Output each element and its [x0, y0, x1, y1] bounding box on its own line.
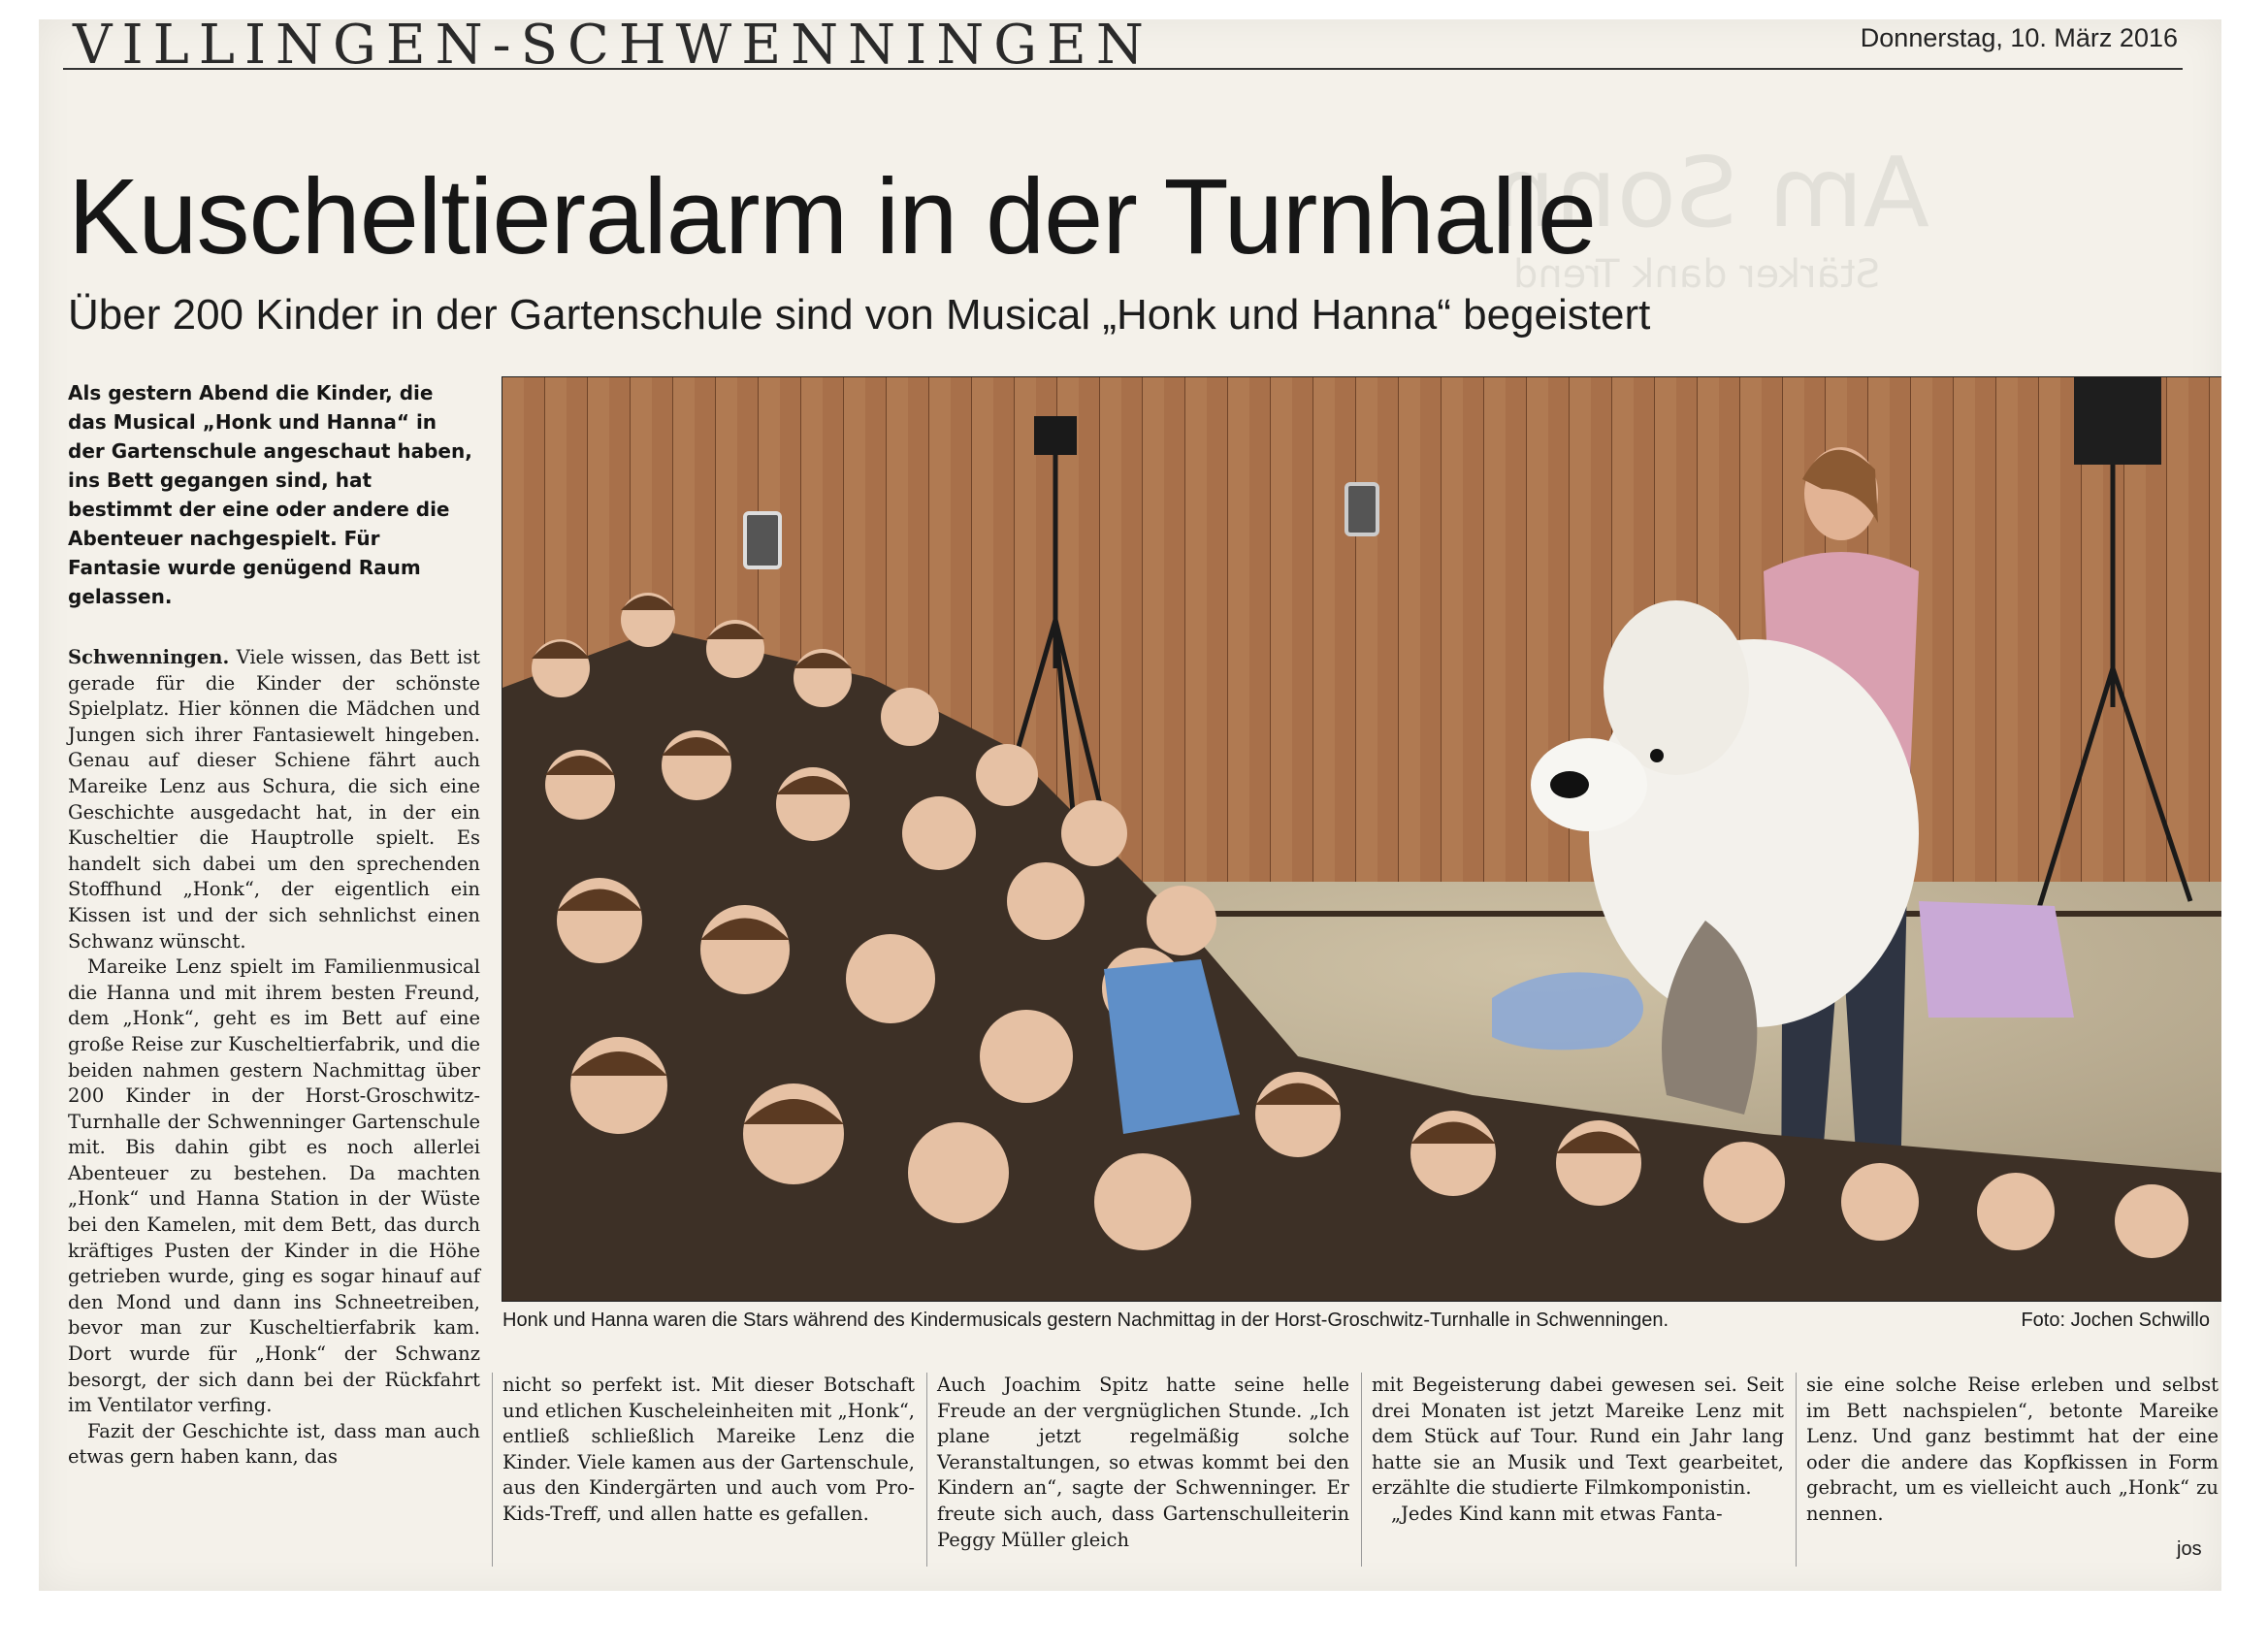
- issue-date: Donnerstag, 10. März 2016: [1860, 23, 2178, 52]
- column-divider: [1796, 1373, 1797, 1567]
- article-paragraph: „Jedes Kind kann mit etwas Fanta-: [1391, 1502, 1723, 1525]
- newspaper-clipping: [39, 19, 2221, 1591]
- article-headline: Kuscheltieralarm in der Turnhalle: [68, 157, 1596, 276]
- photo-caption: [502, 1310, 2210, 1332]
- article-lead: Als gestern Abend die Kinder, die das Musical „Honk und Hanna“ in der Gartenschule angeschaut haben, ins Bett gegangen sind, hat bestimmt der eine oder andere die Abenteuer nachgespielt. Für Fantasie wurde genügend Raum gelassen.: [68, 381, 472, 608]
- article-column-2: [502, 1373, 915, 1528]
- paragraph-text: Viele wissen, das Bett ist gerade für die Kinder der schönste Spielplatz. Hier können die Mädchen und Jungen sich ihrer Fantasiewelt hingeben. Genau auf dieser Schiene fährt auch Mareike Lenz aus Schura, die sich eine Geschichte ausgedacht hat, in der ein Kuscheltier die Hauptrolle spielt. Es handelt sich dabei um den sprechenden Stoffhund „Honk“, der eigentlich ein Kissen ist und der sich sehnlichst einen Schwanz wünscht.: [68, 646, 480, 953]
- article-paragraph: nicht so perfekt ist. Mit dieser Botschaft und etlichen Kuscheleinheiten mit „Honk“, entließ schließlich Mareike Lenz die Kinder. Viele kamen aus der Gartenschule, aus den Kindergärten und auch vom Pro-Kids-Treff, und allen hatte es gefallen.: [502, 1374, 915, 1525]
- caption-text: Honk und Hanna waren die Stars während des Kindermusicals gestern Nachmittag in der Horst-Groschwitz-Turnhalle in Schwenningen.: [502, 1310, 1669, 1331]
- article-column-3: [937, 1373, 1349, 1553]
- loudspeaker-icon: [2074, 377, 2161, 465]
- bleed-through-subheadline: Stärker dank Trend: [1513, 252, 1881, 297]
- article-column-5: [1806, 1373, 2219, 1528]
- article-paragraph: Fazit der Geschichte ist, dass man auch etwas gern haben kann, das: [68, 1419, 480, 1469]
- article-paragraph: sie eine solche Reise erleben und selbst im Bett nachspielen“, betonte Mareike Lenz. Und ganz bestimmt hat der eine oder die andere das Kopfkissen in Form gebracht, um es vielleicht auch „Honk“ zu nennen.: [1806, 1374, 2219, 1525]
- masthead-rule: [63, 68, 2183, 70]
- column-divider: [492, 1373, 493, 1567]
- article-photo: [502, 376, 2221, 1302]
- article-paragraph: mit Begeisterung dabei gewesen sei. Seit drei Monaten ist jetzt Mareike Lenz mit dem Stück auf Tour. Rund ein Jahr lang hatte sie an Musik und Text gearbeitet, erzählte die studierte Filmkomponistin.: [1372, 1374, 1784, 1500]
- article-column-4: [1372, 1373, 1784, 1528]
- photo-illustration: [502, 377, 2221, 1301]
- wall-socket-icon: [745, 513, 780, 567]
- article-paragraph: Mareike Lenz spielt im Familienmusical die Hanna und mit ihrem besten Freund, dem „Honk“, geht es im Bett auf eine große Reise zur Kuscheltierfabrik, und die beiden nahmen gestern Nachmittag über 200 Kinder in der Horst-Groschwitz-Turnhalle der Schwenninger Gartenschule mit. Bis dahin gibt es noch allerlei Abenteuer zu bestehen. Da machten „Honk“ und Hanna Station in der Wüste bei den Kamelen, mit dem Bett, das durch kräftiges Pusten der Kinder in die Höhe getrieben wurde, ging es sogar hinauf auf den Mond und dann ins Schneetreiben, bevor man zur Kuscheltierfabrik kam. Dort wurde für „Honk“ der Schwanz besorgt, der sich dann bei der Rückfahrt im Ventilator verfing.: [68, 955, 480, 1417]
- column-divider: [926, 1373, 927, 1567]
- paper-section-title: VILLINGEN-SCHWENNINGEN: [73, 19, 1153, 77]
- article-dateline: Schwenningen.: [68, 646, 230, 668]
- photo-credit: Foto: Jochen Schwillo: [2021, 1310, 2210, 1331]
- article-paragraph: [68, 645, 480, 954]
- bleed-through-headline: Am Sonn: [1494, 136, 1930, 249]
- column-divider: [1361, 1373, 1362, 1567]
- author-signature: jos: [2177, 1538, 2202, 1560]
- article-subheadline: Über 200 Kinder in der Gartenschule sind von Musical „Honk und Hanna“ begeistert: [68, 291, 1651, 339]
- purple-bag: [1919, 901, 2074, 1018]
- article-column-1: [68, 645, 480, 1471]
- wall-socket-icon: [1346, 484, 1377, 534]
- article-paragraph: Auch Joachim Spitz hatte seine helle Freude an der vergnüglichen Stunde. „Ich plane jetzt regelmäßig solche Veranstaltungen, so etwas kommt bei den Kindern an“, sagte der Schwenninger. Er freute sich auch, dass Gartenschulleiterin Peggy Müller gleich: [937, 1374, 1349, 1551]
